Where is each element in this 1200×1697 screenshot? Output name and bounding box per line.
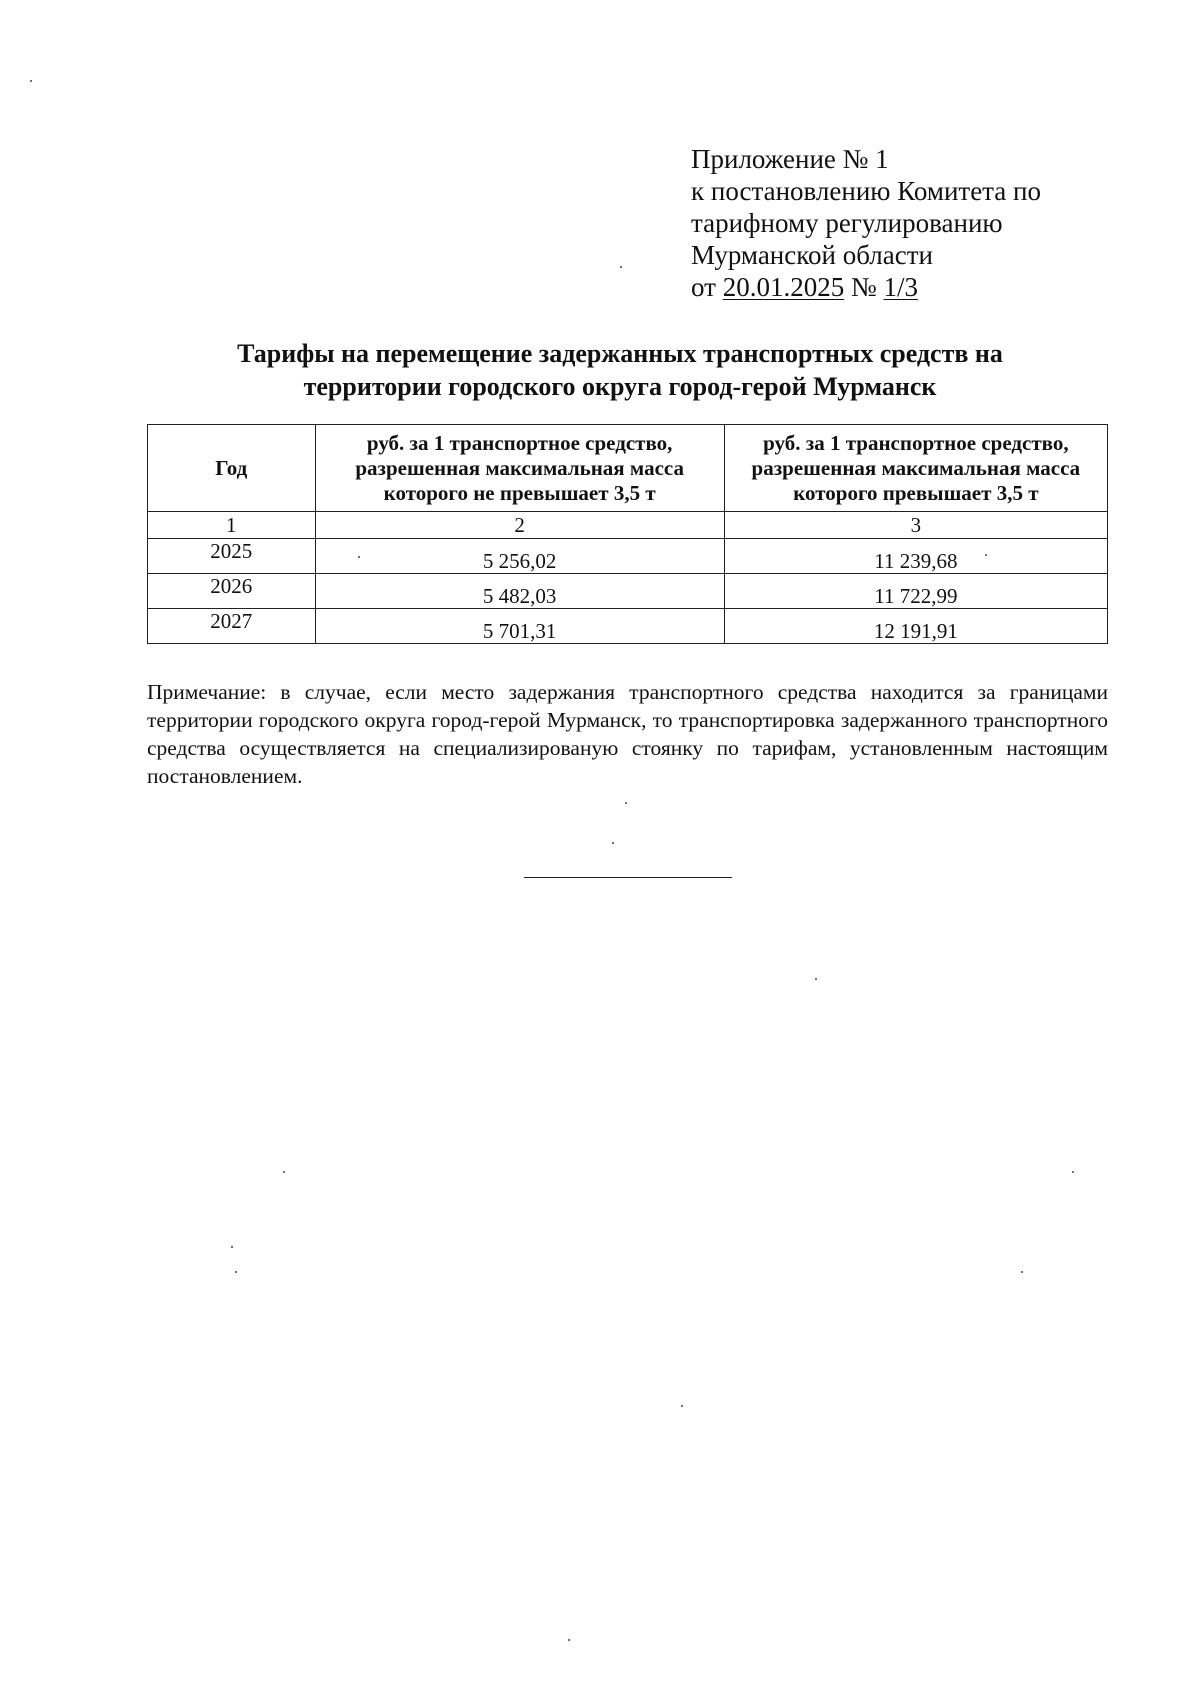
- appendix-line-1: Приложение № 1: [691, 144, 889, 174]
- appendix-line-2: к постановлению Комитета по: [691, 176, 1041, 206]
- number-prefix: №: [844, 272, 884, 302]
- scan-speck: [985, 554, 987, 556]
- scan-speck: [681, 1405, 683, 1407]
- column-number: 1: [148, 512, 316, 539]
- appendix-date-line: [691, 271, 1111, 303]
- heavy-tariff-cell: 11 722,99: [724, 574, 1107, 609]
- year-cell: 2027: [148, 609, 316, 644]
- scan-speck: [231, 1246, 233, 1248]
- appendix-block: [691, 143, 1111, 303]
- tariff-table: [147, 424, 1108, 644]
- scan-speck: [620, 266, 622, 268]
- table-header-row: [148, 425, 1108, 512]
- scan-speck: [358, 556, 360, 558]
- light-tariff-cell: 5 256,02: [315, 539, 724, 574]
- scan-speck: [283, 1171, 285, 1173]
- header-light-vehicle: руб. за 1 транспортное средство, разрешенная максимальная масса которого не превышает 3,5 т: [315, 425, 724, 512]
- date-prefix: от: [691, 272, 723, 302]
- heavy-tariff-cell: 11 239,68: [724, 539, 1107, 574]
- table-row: [148, 539, 1108, 574]
- separator-line: [524, 877, 732, 878]
- scan-speck: [30, 80, 32, 82]
- title-line-1: Тарифы на перемещение задержанных транспортных средств на: [237, 339, 1003, 368]
- decree-number: 1/3: [883, 272, 918, 302]
- appendix-line-3: тарифному регулированию: [691, 208, 1003, 238]
- title-line-2: территории городского округа город-герой Мурманск: [303, 372, 937, 401]
- scan-speck: [235, 1271, 237, 1273]
- heavy-tariff-cell: 12 191,91: [724, 609, 1107, 644]
- light-tariff-cell: 5 701,31: [315, 609, 724, 644]
- scan-speck: [1072, 1171, 1074, 1173]
- document-title: [160, 337, 1080, 403]
- column-number: 3: [724, 512, 1107, 539]
- table-row: [148, 574, 1108, 609]
- scan-speck: [612, 842, 614, 844]
- header-year: Год: [148, 425, 316, 512]
- year-cell: 2025: [148, 539, 316, 574]
- column-number: 2: [315, 512, 724, 539]
- table-row: [148, 609, 1108, 644]
- column-number-row: [148, 512, 1108, 539]
- scan-speck: [568, 1639, 570, 1641]
- year-cell: 2026: [148, 574, 316, 609]
- scan-speck: [625, 802, 627, 804]
- note-paragraph: Примечание: в случае, если место задержания транспортного средства находится за границами территории городского округа город-герой Мурманск, то транспортировка задержанного транспортного средства осуществляется на специализированую стоянку по тарифам, установленным настоящим постановлением.: [147, 680, 1108, 788]
- light-tariff-cell: 5 482,03: [315, 574, 724, 609]
- header-heavy-vehicle: руб. за 1 транспортное средство, разрешенная максимальная масса которого превышает 3,5 т: [724, 425, 1107, 512]
- decree-date: 20.01.2025: [722, 272, 845, 302]
- appendix-line-4: Мурманской области: [691, 240, 933, 270]
- scan-speck: [815, 978, 817, 980]
- scan-speck: [1021, 1271, 1023, 1273]
